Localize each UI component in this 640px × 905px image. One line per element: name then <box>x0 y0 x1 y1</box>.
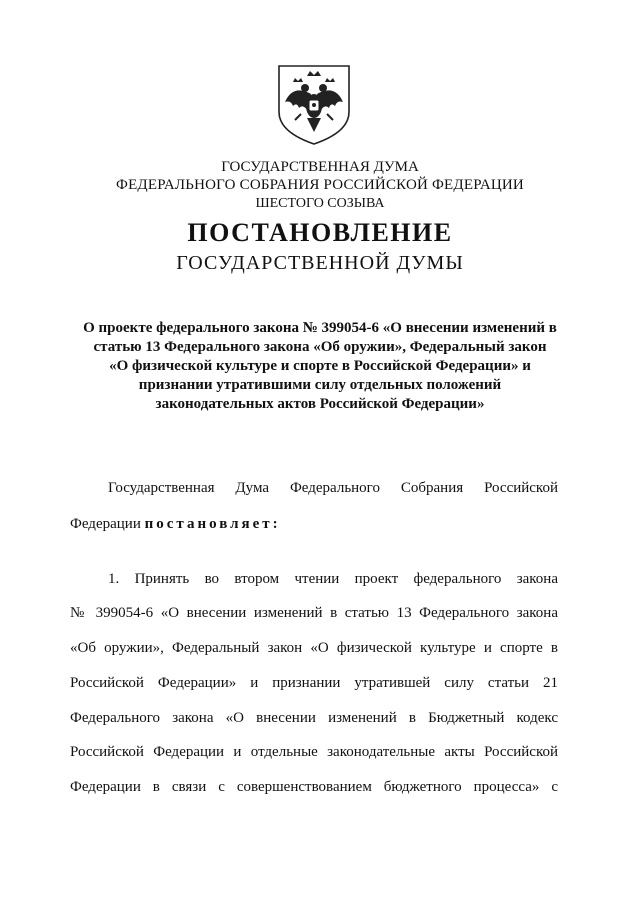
item1-line: «Об оружии», Федеральный закон «О физической культуре и спорте в <box>70 640 558 656</box>
header-line-3: ШЕСТОГО СОЗЫВА <box>255 196 385 211</box>
document-title: ПОСТАНОВЛЕНИЕ <box>187 218 453 247</box>
item1-line: Федерации в связи с совершенствованием бюджетного процесса» с <box>70 779 558 795</box>
document-subtitle: ГОСУДАРСТВЕННОЙ ДУМЫ <box>176 252 464 274</box>
subject-line: законодательных актов Российской Федерации» <box>155 396 485 412</box>
preamble-line-1: Государственная Дума Федерального Собрания Российской <box>108 480 558 496</box>
header-line-1: ГОСУДАРСТВЕННАЯ ДУМА <box>221 159 419 175</box>
document-subject <box>70 319 570 414</box>
preamble-resolves: постановляет: <box>144 516 281 532</box>
item1-line: 1. Принять во втором чтении проект федерального закона <box>108 571 558 587</box>
item1-line: Российской Федерации» и признании утратившей силу статьи 21 <box>70 675 558 691</box>
item1-line: № 399054-6 «О внесении изменений в статью 13 Федерального закона <box>70 605 558 621</box>
item1-line: Российской Федерации и отдельные законодательные акты Российской <box>70 744 558 760</box>
header-line-2: ФЕДЕРАЛЬНОГО СОБРАНИЯ РОССИЙСКОЙ ФЕДЕРАЦИИ <box>116 177 524 193</box>
item1-line: Федерального закона «О внесении изменений в Бюджетный кодекс <box>70 710 558 726</box>
subject-line: статью 13 Федерального закона «Об оружии», Федеральный закон <box>93 339 547 355</box>
subject-line: «О физической культуре и спорте в Российской Федерации» и <box>109 358 531 374</box>
preamble-line-2 <box>70 514 558 534</box>
russian-coat-of-arms-emblem <box>271 62 357 146</box>
subject-line: О проекте федерального закона № 399054-6 «О внесении изменений в <box>83 320 557 336</box>
subject-line: признании утратившими силу отдельных положений <box>138 377 502 393</box>
preamble-prefix: Федерации <box>70 516 145 532</box>
